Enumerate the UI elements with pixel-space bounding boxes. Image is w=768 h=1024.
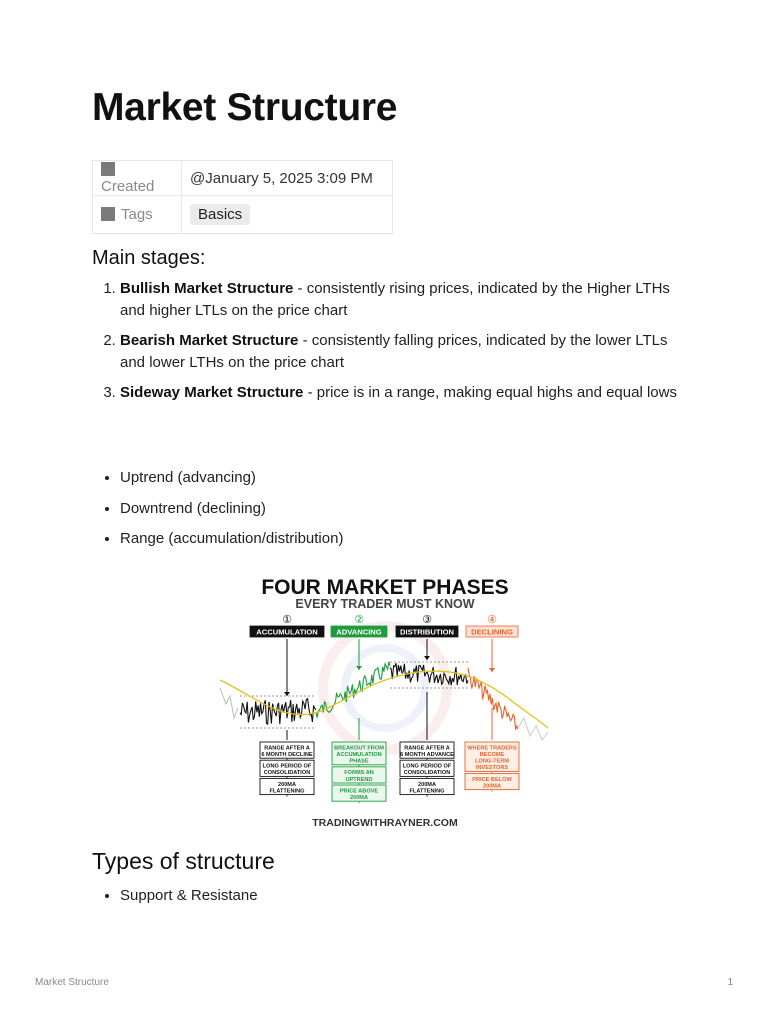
- phase-note-text: LONG PERIOD OF: [402, 763, 452, 770]
- phase-note-text: 200MA: [349, 795, 369, 801]
- phase-note-text: BECOME: [479, 752, 505, 758]
- phase-label: ADVANCING: [336, 627, 382, 637]
- list-item: • Range (accumulation/distribution): [120, 528, 343, 550]
- phase-note-text: BREAKOUT FROM: [334, 745, 384, 752]
- phase-number: ①: [282, 613, 292, 626]
- footer-title: Market Structure: [35, 977, 109, 988]
- figure-credit: TRADINGWITHRAYNER.COM: [312, 817, 458, 829]
- phase-note-text: LONG PERIOD OF: [262, 763, 312, 770]
- property-value-created[interactable]: @January 5, 2025 3:09 PM: [182, 161, 393, 196]
- property-row-tags: [93, 196, 393, 234]
- phase-note-text: PRICE BELOW: [472, 776, 512, 783]
- phase-note-text: 200MA: [417, 781, 437, 788]
- main-stages-list: [92, 278, 680, 412]
- phase-note-text: 200MA: [482, 783, 502, 790]
- property-value-tags: [182, 196, 393, 234]
- tag-badge[interactable]: Basics: [190, 204, 250, 225]
- phase-note-text: RANGE AFTER A: [404, 745, 450, 752]
- property-name: Tags: [93, 196, 182, 234]
- property-name: Created: [93, 161, 182, 196]
- list-item: • Uptrend (advancing): [120, 467, 343, 489]
- properties-table: [92, 160, 393, 234]
- phase-note-text: FORMS AN: [344, 770, 374, 777]
- phase-label: DISTRIBUTION: [400, 627, 454, 637]
- phase-note-text: ACCUMULATION: [336, 752, 382, 758]
- phase-number: ③: [422, 613, 432, 626]
- phase-note-text: 6 MONTH ADVANCE: [400, 752, 454, 758]
- phase-note-text: RANGE AFTER A: [264, 745, 310, 752]
- phase-note-text: FLATTENING: [409, 788, 445, 795]
- page-title: Market Structure: [92, 86, 398, 129]
- calendar-icon: [101, 162, 115, 176]
- phase-number: ②: [354, 613, 364, 626]
- phase-note-text: WHERE TRADERS: [467, 745, 517, 752]
- phase-note-text: UPTREND: [345, 776, 373, 783]
- types-bullet-list: [92, 885, 258, 907]
- list-item: 3. Sideway Market Structure - price is in a range, making equal highs and equal lows: [120, 382, 680, 404]
- figure-title: FOUR MARKET PHASES: [261, 576, 509, 599]
- page-number: 1: [727, 977, 733, 988]
- market-phases-figure: [218, 568, 552, 832]
- figure-subtitle: EVERY TRADER MUST KNOW: [295, 597, 475, 611]
- phase-note-text: CONSOLIDATION: [403, 770, 451, 777]
- phase-note-text: INVESTORS: [475, 765, 509, 772]
- phase-number: ④: [487, 613, 497, 626]
- phase-note-text: LONG-TERM: [475, 758, 509, 765]
- list-item: • Downtrend (declining): [120, 498, 343, 520]
- types-heading: Types of structure: [92, 848, 275, 874]
- main-stages-heading: Main stages:: [92, 247, 206, 269]
- phase-label: DECLINING: [471, 627, 513, 637]
- tag-icon: [101, 207, 115, 221]
- phase-note-text: FLATTENING: [269, 788, 305, 795]
- market-phases-graphic: [218, 568, 552, 832]
- list-item: 2. Bearish Market Structure - consistently falling prices, indicated by the lower LTLs and lower LTHs on the price chart: [120, 330, 680, 374]
- phase-label: ACCUMULATION: [256, 627, 318, 637]
- phase-note-text: PHASE: [349, 758, 369, 765]
- phase-note-text: CONSOLIDATION: [263, 770, 311, 777]
- list-item: 1. Bullish Market Structure - consistently rising prices, indicated by the Higher LTHs and higher LTLs on the price chart: [120, 278, 680, 322]
- phase-note-text: 200MA: [277, 781, 297, 788]
- phases-bullet-list: [92, 467, 343, 559]
- list-item: • Support & Resistane: [120, 885, 258, 907]
- phase-note-text: PRICE ABOVE: [339, 788, 379, 795]
- property-row-created: [93, 161, 393, 196]
- phase-note-text: 6 MONTH DECLINE: [261, 752, 313, 758]
